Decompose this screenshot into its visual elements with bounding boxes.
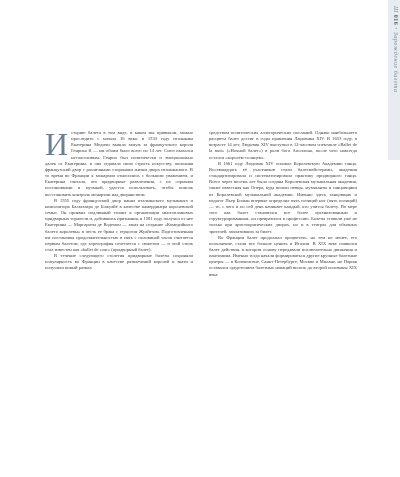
- section-title: Зарождение балета: [392, 31, 398, 93]
- paragraph-3: В течение следующего столетия придворные балеты сохраняли популярность во Франции в качестве развлечений королей и знати и получили новый размах: [45, 253, 193, 271]
- paragraph-6: Во Франции балет продолжал процветать, но тем не менее, его исполнение, стали все больше ценить в Италии. В XIX веке появился балет действия, в котором основу передавали исключительно движения и пантомима. Именно тогда начали формироваться другие крупные балетные центры — в Копенгагене, Санкт-Петербурге, Москве и Милане, но Париж оставался средоточием балетных новаций вплоть до второй половины XIX века.: [209, 234, 357, 277]
- running-header: [392, 6, 398, 92]
- header-separator: •: [392, 27, 398, 30]
- paragraph-1: [45, 126, 193, 198]
- right-column: [209, 130, 357, 278]
- drop-cap: И: [45, 126, 69, 162]
- section-tab: [388, 0, 400, 160]
- side-label: Ш: [392, 6, 398, 13]
- paragraph-2: В 1555 году французский двор нанял итальянского музыканта и композитора Бальтазара де Божуайё в качестве камердинера королевской семьи. Он проявил подлинный талант в организации многоплановых придворных торжеств и, добившись признания, в 1581 году получил от нее Екатерины — Маргариты де Водемон — заказ на создание «Комедийного балета королевы» в честь ее брака с герцогом Жуайезом. Подготовленная им постановка продолжительностью в пять с половиной часов считается первым балетом, где хореография сочетается с сюжетом — и этой стиль стал известен как «ballet de cour» (придворный балет).: [45, 197, 193, 252]
- paragraph-1-text: сторию балета в том виде, в каком мы привыкли, можно проследить с начала 16 века: в 1533 году итальянка Екатерина Медичи вышла замуж за французского короля Генриха II — им обоим было всего по 14 лет. Союз оказался несчастливым. Генрих был политически и эмоционально далек от Екатерины, и она отдавала свою страсть искусству, пополняя французский двор с различными сторонами жизни двора итальянского. В то время во Франции к монархии относились с большим уважением, и Екатерина считала, что придворные развлечения, с их сорными постановками и музыкой, удастся использовать, чтобы помочь восстановить контроль монархии над дворянством.: [45, 130, 193, 197]
- paragraph-5: В 1661 году Людовик XIV основал Королевскую Академию танца. Восемнадцать её участников стали балетмейстерами, академия стандартизировала и систематизировала практику придворного танца. Всего через восемь лет была создана Королевская музыкальная академия, также известная как Опера, куда вошли певцы, музыканты и танцовщики из Королевской музыкальной академии. Именно здесь танцовщик и педагог Пьер Бошан впервые определил пять позиций ног (пять позиций) — то, с чего и по сей день начинает каждый, кто учится балету. По мере того как балет становился все более организованным и структурированным, он превратился в профессию. Балеты ставили уже не только при аристократических дворах, но и в театрах для обычных зрителей, заплативших за билет.: [209, 160, 357, 234]
- page-number: 016: [392, 14, 398, 26]
- left-column: [45, 126, 193, 272]
- paragraph-4: средством политических аллегорических посланий. Однако наибольшего расцвета балет достиг в годы правления Людовика XIV. В 1653 году, в возрасте 14 лет, Людовик XIV выступил в 12-часовом спектакле «Ballet de la nuit» («Ночной балет») в роли бога Аполлона, после чего навсегда остался «королём-солнцем».: [209, 130, 357, 160]
